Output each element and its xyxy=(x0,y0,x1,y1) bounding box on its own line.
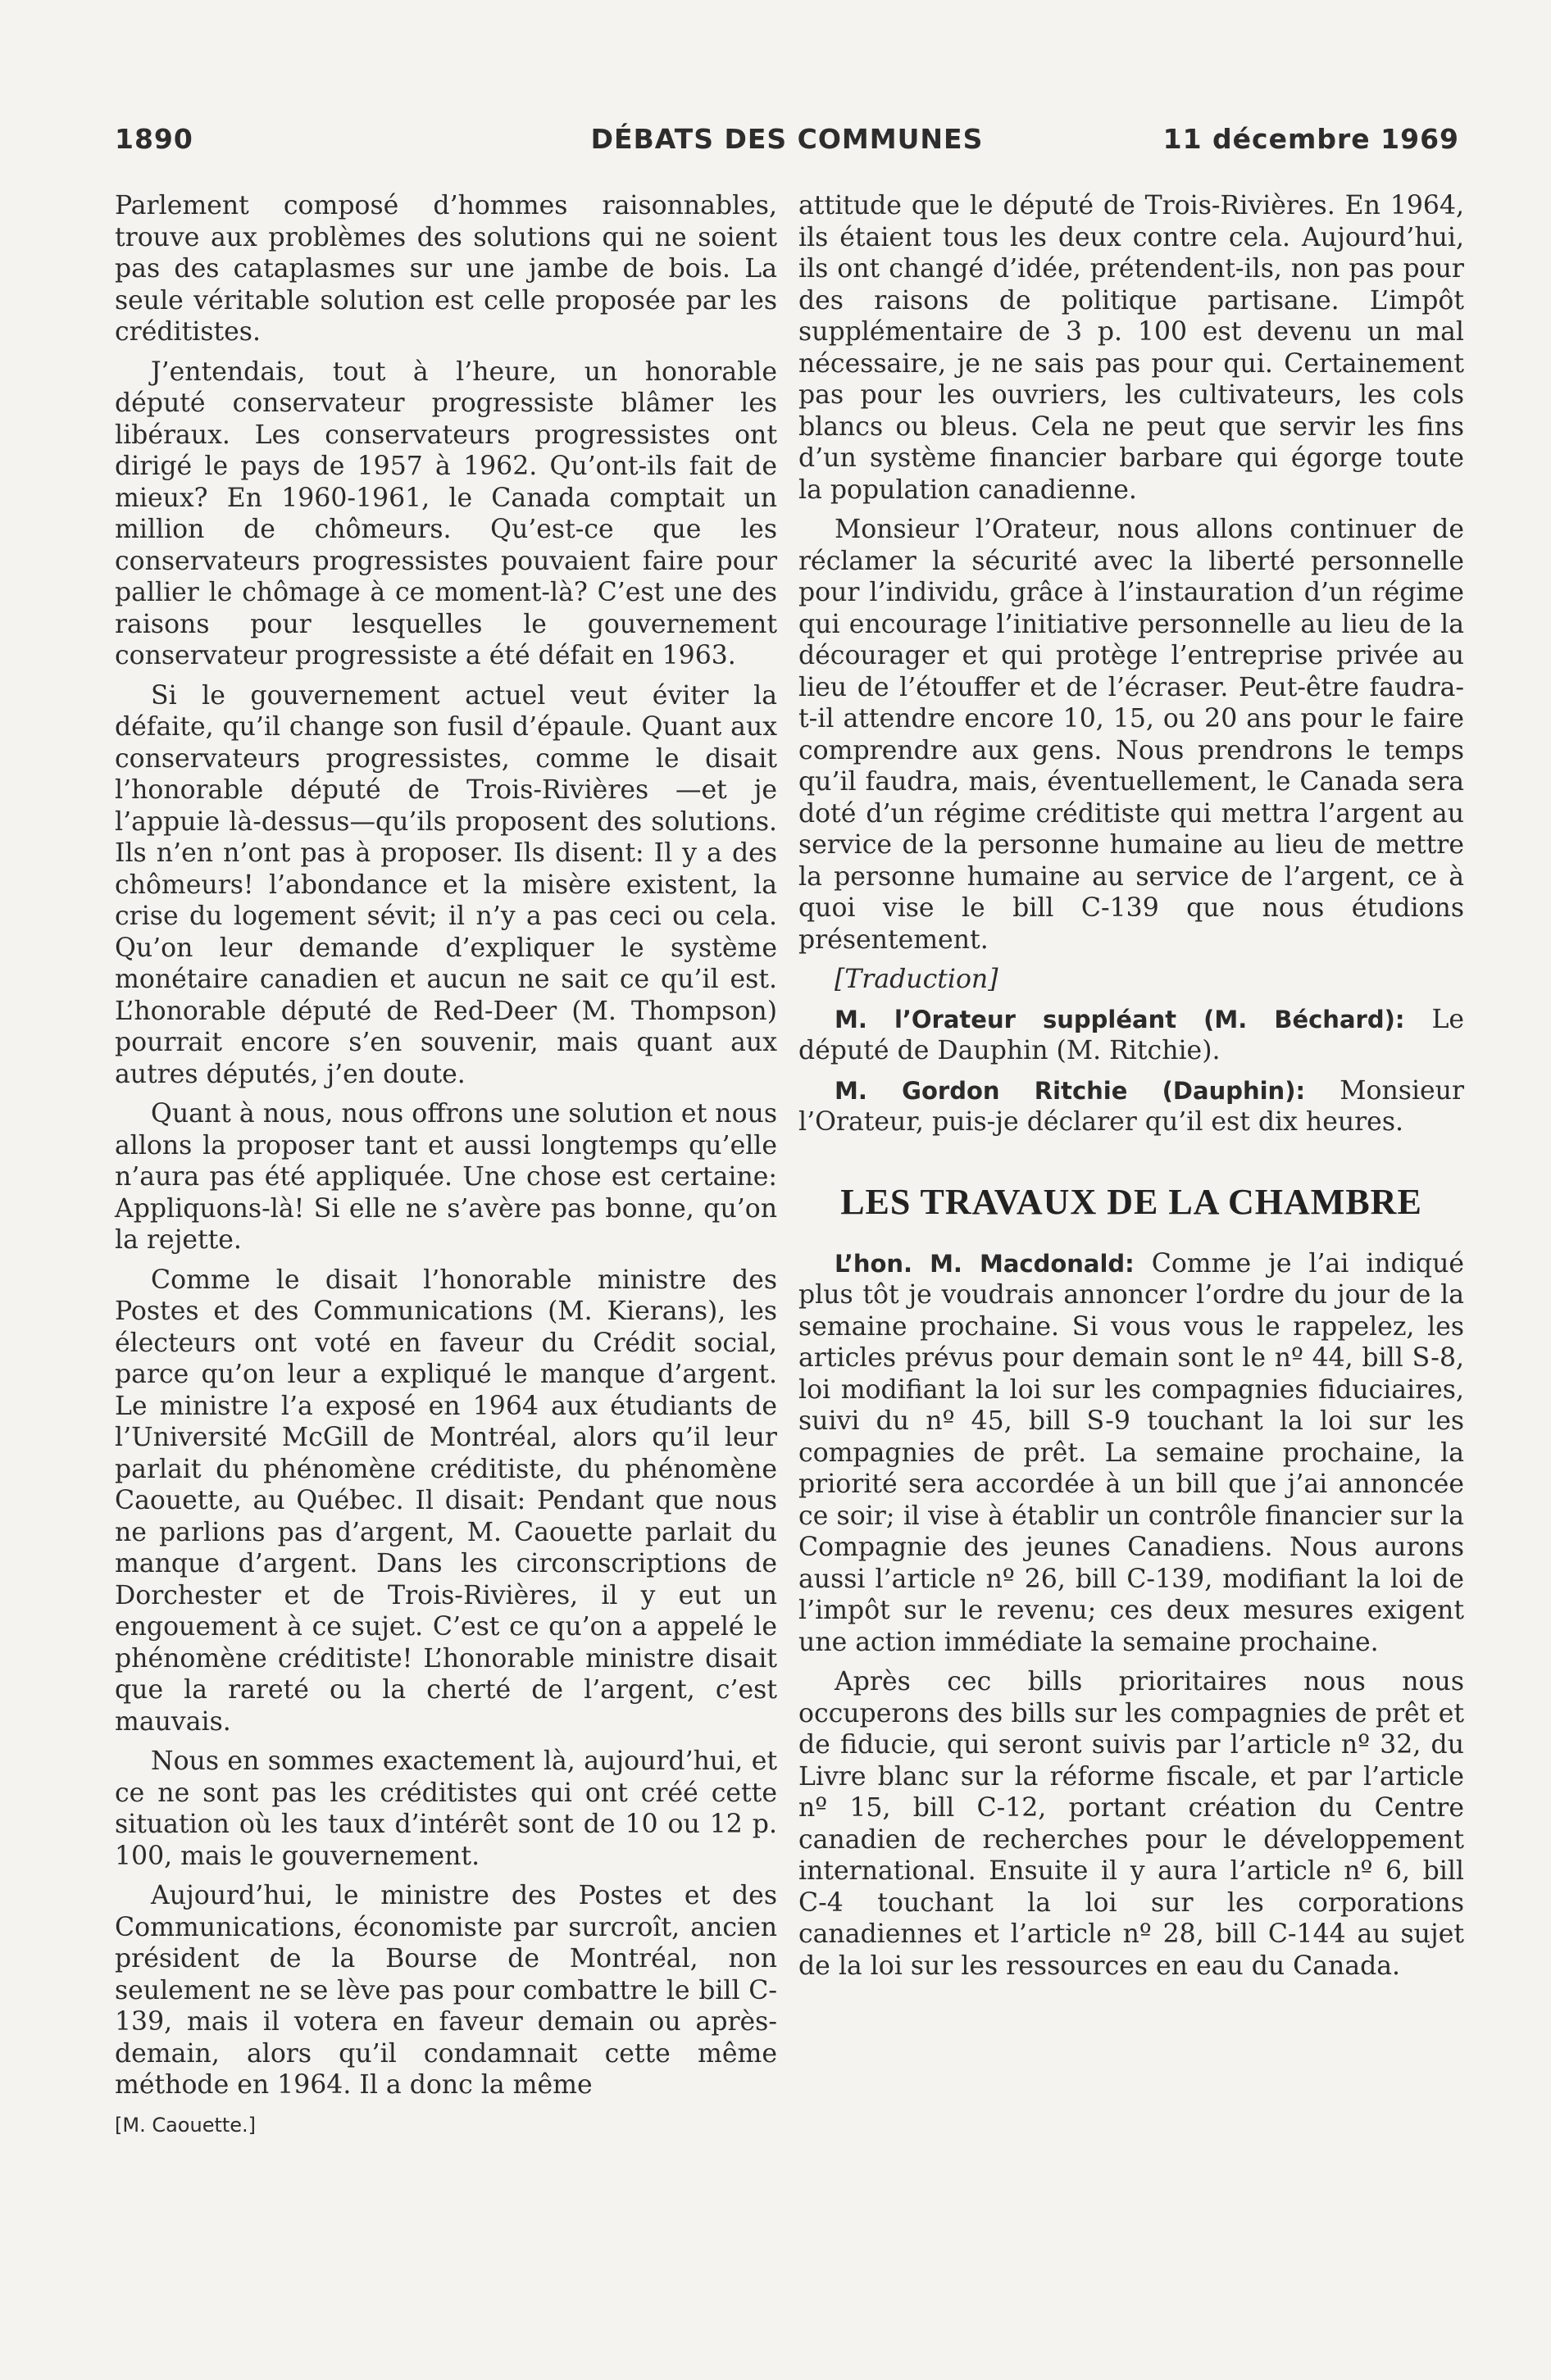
right-column xyxy=(798,190,1464,1990)
paragraph: Monsieur l’Orateur, nous allons continuer de réclamer la sécurité avec la liberté personnelle pour l’individu, grâce à l’instauration d’un régime qui encourage l’initiative personnelle au lieu de la décourager et qui protège l’entreprise privée au lieu de l’étouffer et de l’écraser. Peut-être faudra-t-il attendre encore 10, 15, ou 20 ans pour le faire comprendre aux gens. Nous prendrons le temps qu’il faudra, mais, éventuellement, le Canada sera doté d’un régime créditiste qui mettra l’argent au service de la personne humaine au lieu de mettre la personne humaine au service de l’argent, ce à quoi vise le bill C-139 que nous étudions présentement. xyxy=(798,515,1464,955)
speech-paragraph xyxy=(798,1075,1464,1138)
paragraph: Aujourd’hui, le ministre des Postes et des Communications, économiste par surcroît, ancien président de la Bourse de Montréal, non seulement ne se lève pas pour combattre le bill C-139, mais il votera en faveur demain ou après-demain, alors qu’il condamnait cette même méthode en 1964. Il a donc la même xyxy=(115,1881,777,2100)
speech-text: Monsieur l’Orateur, puis-je déclarer qu’il est dix heures. xyxy=(798,1075,1465,1137)
paragraph: Comme le disait l’honorable ministre des Postes et des Communications (M. Kierans), les électeurs ont voté en faveur du Crédit social, parce qu’on leur a expliqué le manque d’argent. Le ministre l’a exposé en 1964 aux étudiants de l’Université McGill de Montréal, alors qu’il leur parlait du phénomène créditiste, du phénomène Caouette, au Québec. Il disait: Pendant que nous ne parlions pas d’argent, M. Caouette parlait du manque d’argent. Dans les circonscriptions de Dorchester et de Trois-Rivières, il y eut un engouement à ce sujet. C’est ce qu’on a appelé le phénomène créditiste! L’honorable ministre disait que la rareté ou la cherté de l’argent, c’est mauvais. xyxy=(115,1265,777,1737)
sitting-date: 11 décembre 1969 xyxy=(1162,123,1459,155)
speaker-footer-tag: [M. Caouette.] xyxy=(115,2113,257,2137)
paragraph: attitude que le député de Trois-Rivières. En 1964, ils étaient tous les deux contre cela. Aujourd’hui, ils ont changé d’idée, prétendent-ils, non pas pour des raisons de politique partisane. L’impôt supplémentaire de 3 p. 100 est devenu un mal nécessaire, je ne sais pas pour qui. Certainement pas pour les ouvriers, les cultivateurs, les cols blancs ou bleus. Cela ne peut que servir les fins d’un système financier barbare qui égorge toute la population canadienne. xyxy=(798,191,1464,505)
paragraph: Après cec bills prioritaires nous nous occuperons des bills sur les compagnies de prêt et de fiducie, qui seront suivis par l’article nº 32, du Livre blanc sur la réforme fiscale, et par l’article nº 15, bill C-12, portant création du Centre canadien de recherches pour le développement international. Ensuite il y aura l’article nº 6, bill C-4 touchant la loi sur les corporations canadiennes et l’article nº 28, bill C-144 au sujet de la loi sur les ressources en eau du Canada. xyxy=(798,1667,1464,1981)
paragraph: Quant à nous, nous offrons une solution et nous allons la proposer tant et aussi longtemps qu’elle n’aura pas été appliquée. Une chose est certaine: Appliquons-là! Si elle ne s’avère pas bonne, qu’on la rejette. xyxy=(115,1099,777,1255)
speaker-name: M. Gordon Ritchie (Dauphin): xyxy=(835,1076,1306,1105)
left-column xyxy=(115,190,777,2149)
section-heading: LES TRAVAUX DE LA CHAMBRE xyxy=(840,1181,1422,1222)
paragraph: Parlement composé d’hommes raisonnables, trouve aux problèmes des solutions qui ne soient pas des cataplasmes sur une jambe de bois. La seule véritable solution est celle proposée par les créditistes. xyxy=(115,191,777,347)
speech-text: Le député de Dauphin (M. Ritchie). xyxy=(798,1004,1464,1065)
page-header xyxy=(115,123,1459,172)
page-number: 1890 xyxy=(115,123,193,155)
paragraph: Si le gouvernement actuel veut éviter la défaite, qu’il change son fusil d’épaule. Quant aux conservateurs progressistes, comme le disait l’honorable député de Trois-Rivières —et je l’appuie là-dessus—qu’ils proposent des solutions. Ils n’en n’ont pas à proposer. Ils disent: Il y a des chômeurs! l’abondance et la misère existent, la crise du logement sévit; il n’y a pas ceci ou cela. Qu’on leur demande d’expliquer le système monétaire canadien et aucun ne sait ce qu’il est. L’honorable député de Red-Deer (M. Thompson) pourrait encore s’en souvenir, mais quant aux autres députés, j’en doute. xyxy=(115,680,777,1089)
publication-title: DÉBATS DES COMMUNES xyxy=(590,123,984,155)
paragraph: Nous en sommes exactement là, aujourd’hui, et ce ne sont pas les créditistes qui ont créé cette situation où les taux d’intérêt sont de 10 ou 12 p. 100, mais le gouvernement. xyxy=(115,1746,777,1871)
paragraph: J’entendais, tout à l’heure, un honorable député conservateur progressiste blâmer les libéraux. Les conservateurs progressistes ont dirigé le pays de 1957 à 1962. Qu’ont-ils fait de mieux? En 1960-1961, le Canada comptait un million de chômeurs. Qu’est-ce que les conservateurs progressistes pouvaient faire pour pallier le chômage à ce moment-là? C’est une des raisons pour lesquelles le gouvernement conservateur progressiste a été défait en 1963. xyxy=(115,357,777,670)
speech-paragraph xyxy=(798,1248,1464,1659)
translation-marker: [Traduction] xyxy=(835,965,998,994)
speaker-name: M. l’Orateur suppléant (M. Béchard): xyxy=(835,1005,1405,1033)
speaker-name: L’hon. M. Macdonald: xyxy=(835,1249,1135,1278)
speech-text: Comme je l’ai indiqué plus tôt je voudrais annoncer l’ordre du jour de la semaine prochaine. Si vous vous le rappelez, les articles prévus pour demain sont le nº 44, bill S-8, loi modifiant la loi sur les compagnies fiduciaires, suivi du nº 45, bill S-9 touchant la loi sur les compagnies de prêt. La semaine prochaine, la priorité sera accordée à un bill que j’ai annoncée ce soir; il vise à établir un contrôle financier sur la Compagnie des jeunes Canadiens. Nous aurons aussi l’article nº 26, bill C-139, modifiant la loi de l’impôt sur le revenu; ces deux mesures exigent une action immédiate la semaine prochaine. xyxy=(798,1248,1465,1657)
speech-paragraph xyxy=(798,1004,1464,1067)
